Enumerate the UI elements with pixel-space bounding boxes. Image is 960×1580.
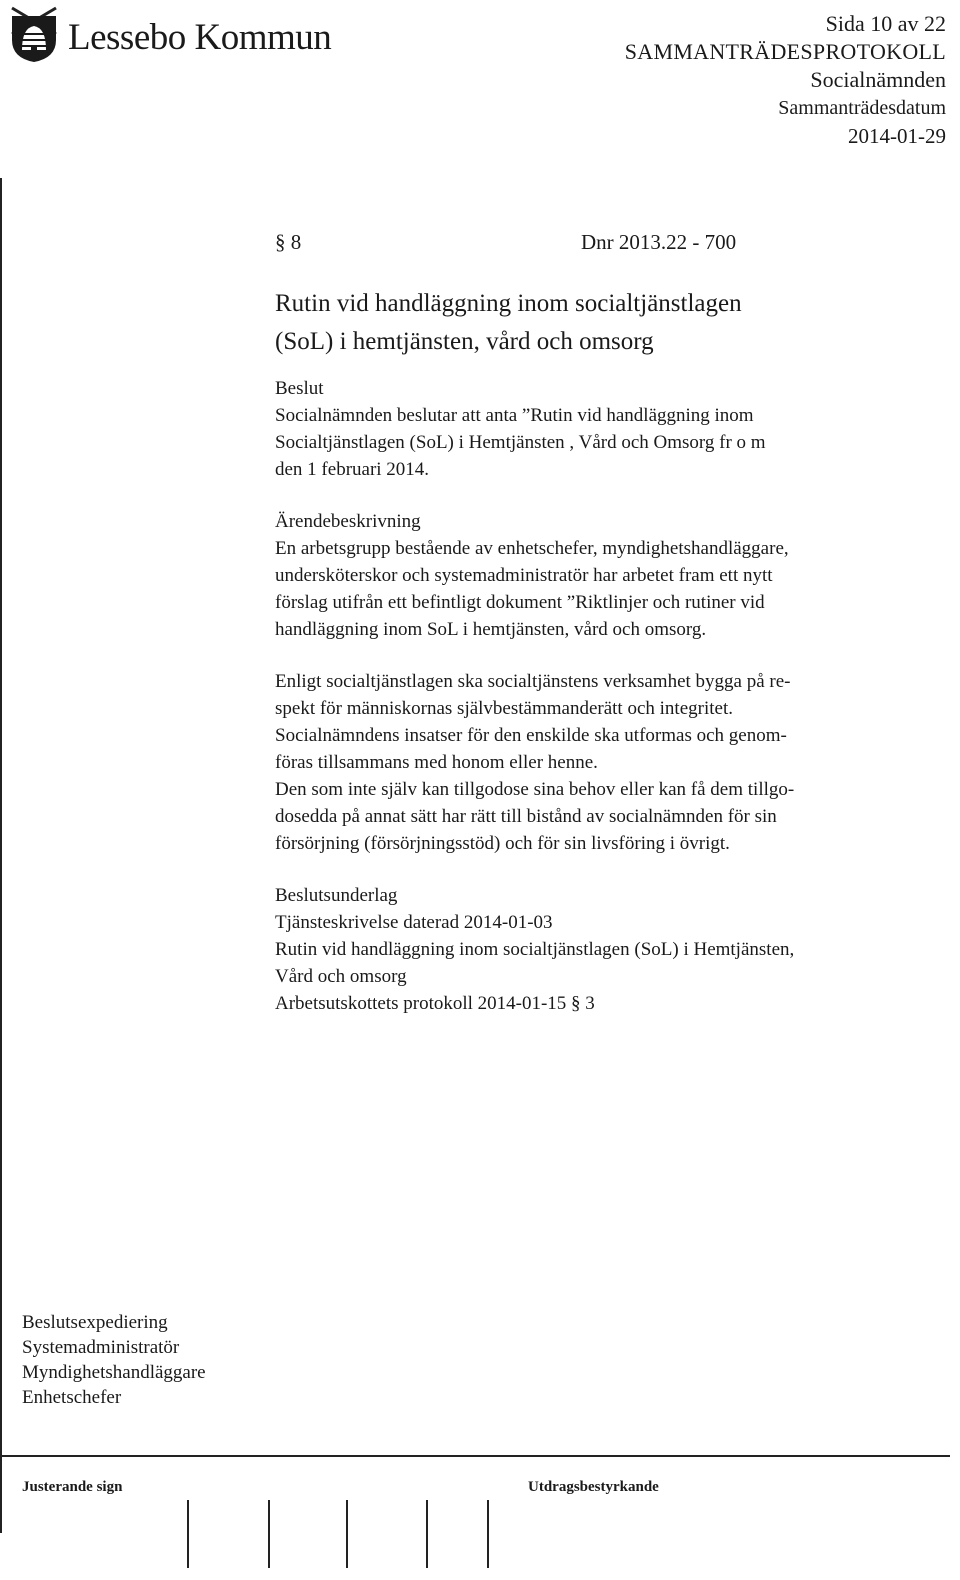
beehive-crest-icon [6, 4, 62, 64]
justerande-sign-label: Justerande sign [22, 1479, 123, 1495]
left-margin-line [0, 178, 3, 1533]
meeting-date: 2014-01-29 [848, 124, 946, 148]
arende-heading: Ärendebeskrivning [275, 511, 421, 532]
utdragsbestyrkande-label: Utdragsbestyrkande [528, 1479, 659, 1495]
municipality-name: Lessebo Kommun [68, 16, 332, 58]
underlag-line: Vård och omsorg [275, 966, 407, 987]
meeting-date-label: Sammanträdesdatum [778, 97, 946, 119]
arende-line: Enligt socialtjänstlagen ska socialtjänstens verksamhet bygga på re- [275, 671, 791, 692]
arende-line: föras tillsammans med honom eller henne. [275, 752, 598, 773]
arende-line: dosedda på annat sätt har rätt till bistånd av socialnämnden för sin [275, 806, 777, 827]
expedition-recipient: Myndighetshandläggare [22, 1362, 206, 1383]
underlag-section [275, 882, 950, 1017]
arende-line: förslag utifrån ett befintligt dokument ”Riktlinjer och rutiner vid [275, 592, 765, 613]
signature-box-divider [426, 1500, 428, 1568]
arende-line: undersköterskor och systemadministratör har arbetet fram ett nytt [275, 565, 773, 586]
arende-line: försörjning (försörjningsstöd) och för sin livsföring i övrigt. [275, 833, 730, 854]
protocol-item [275, 225, 950, 1017]
expedition-recipient: Systemadministratör [22, 1337, 180, 1358]
municipality-logo [6, 4, 331, 64]
arende-section [275, 508, 950, 857]
underlag-heading: Beslutsunderlag [275, 885, 398, 906]
signature-box-divider [268, 1500, 270, 1568]
signature-box-divider [346, 1500, 348, 1568]
protocol-header [625, 10, 946, 150]
paragraph-number: § 8 [275, 229, 302, 254]
arende-line: Den som inte själv kan tillgodose sina behov eller kan få dem tillgo- [275, 779, 795, 800]
beslut-line: Socialtjänstlagen (SoL) i Hemtjänsten , Vård och Omsorg fr o m [275, 432, 766, 453]
beslut-line: Socialnämnden beslutar att anta ”Rutin vid handläggning inom [275, 405, 754, 426]
beslut-heading: Beslut [275, 378, 324, 399]
arende-line: En arbetsgrupp bestående av enhetschefer, myndighetshandläggare, [275, 538, 789, 559]
expedition-heading: Beslutsexpediering [22, 1312, 168, 1333]
underlag-line: Rutin vid handläggning inom socialtjänstlagen (SoL) i Hemtjänsten, [275, 939, 795, 960]
arende-line: handläggning inom SoL i hemtjänsten, vård och omsorg. [275, 619, 707, 640]
arende-line: Socialnämndens insatser för den enskilde ska utformas och genom- [275, 725, 787, 746]
item-reference-row [275, 225, 950, 259]
beslut-line: den 1 februari 2014. [275, 459, 430, 480]
underlag-line: Arbetsutskottets protokoll 2014-01-15 § 3 [275, 993, 595, 1014]
expedition-section [22, 1310, 206, 1410]
item-title-line: (SoL) i hemtjänsten, vård och omsorg [275, 328, 654, 355]
expedition-recipient: Enhetschefer [22, 1387, 122, 1408]
arende-line: spekt för människornas självbestämmanderätt och integritet. [275, 698, 733, 719]
committee-name: Socialnämnden [810, 67, 946, 92]
item-title [275, 285, 950, 361]
beslut-section [275, 375, 950, 483]
diary-number: Dnr 2013.22 - 700 [581, 229, 737, 254]
signature-box-divider [187, 1500, 189, 1568]
protocol-type: SAMMANTRÄDESPROTOKOLL [624, 39, 946, 64]
footer-divider [2, 1455, 950, 1457]
page-number: Sida 10 av 22 [825, 11, 946, 36]
signature-box-divider [487, 1500, 489, 1568]
underlag-line: Tjänsteskrivelse daterad 2014-01-03 [275, 912, 553, 933]
item-title-line: Rutin vid handläggning inom socialtjänstlagen [275, 290, 742, 317]
